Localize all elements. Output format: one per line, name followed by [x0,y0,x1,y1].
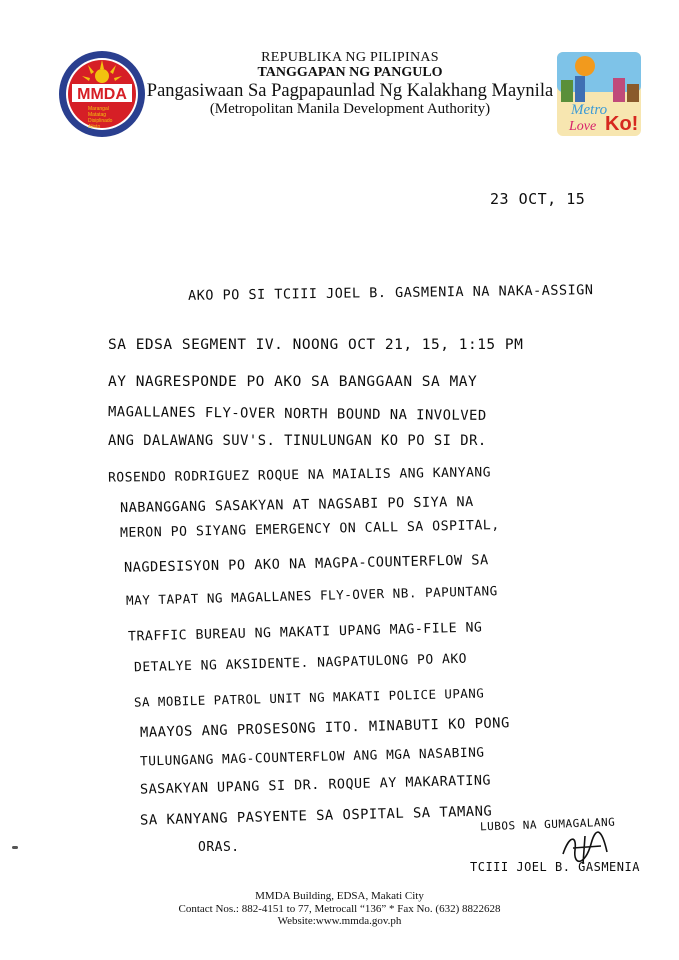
office-title: TANGGAPAN NG PANGULO [257,65,443,81]
scan-speck [12,846,18,849]
signatory-name: TCIII JOEL B. GASMENIA [470,860,640,874]
svg-text:Marangal: Marangal [88,106,109,112]
closing-phrase: LUBOS NA GUMAGALANG [479,815,616,834]
letter-line: MAY TAPAT NG MAGALLANES FLY-OVER NB. PAPUNTANG [125,583,498,608]
metro-love-ko-logo [555,50,643,138]
svg-text:Disiplinado: Disiplinado [88,118,113,124]
svg-text:Alisto: Alisto [88,124,101,130]
letter-line: ROSENDO RODRIGUEZ ROQUE NA MAIALIS ANG KANYANG [107,465,492,486]
svg-text:Matatag: Matatag [88,112,107,118]
letterhead [140,50,560,118]
logo-ko-text: Ko! [605,113,639,135]
republic-title: REPUBLIKA NG PILIPINAS [261,50,439,65]
logo-love-text: Love [569,119,597,134]
letter-line: MAGALLANES FLY-OVER NORTH BOUND NA INVOLVED [107,404,487,424]
letter-line: SASAKYAN UPANG SI DR. ROQUE AY MAKARATING [139,773,492,798]
letter-line: ORAS. [198,840,240,855]
letter-line: AKO PO SI TCIII JOEL B. GASMENIA NA NAKA-ASSIGN [187,282,594,304]
letter-line: SA MOBILE PATROL UNIT NG MAKATI POLICE UPANG [133,685,485,710]
letter-line: SA KANYANG PASYENTE SA OSPITAL SA TAMANG [139,803,493,829]
agency-name-filipino: Pangasiwaan Sa Pagpapaunlad Ng Kalakhang Maynila [146,80,554,101]
letter-line: MERON PO SIYANG EMERGENCY ON CALL SA OSPITAL, [119,518,500,541]
logo-metro-text: Metro [571,102,608,118]
letter-line: NAGDESISYON PO AKO NA MAGPA-COUNTERFLOW SA [123,552,489,576]
letter-line: SA EDSA SEGMENT IV. NOONG OCT 21, 15, 1:15 PM [108,337,524,353]
letter-line: TRAFFIC BUREAU NG MAKATI UPANG MAG-FILE NG [127,620,483,645]
letter-line: DETALYE NG AKSIDENTE. NAGPATULONG PO AKO [133,651,468,676]
letter-line: ANG DALAWANG SUV'S. TINULUNGAN KO PO SI DR. [108,433,487,449]
agency-name-english: (Metropolitan Manila Development Authority) [209,101,491,118]
mmda-logo-text: MMDA [77,86,127,103]
letter-line: AY NAGRESPONDE PO AKO SA BANGGAAN SA MAY [108,374,478,390]
footer-website: Website:www.mmda.gov.ph [277,915,402,928]
mmda-seal-logo [58,50,146,138]
letter-line: TULUNGANG MAG-COUNTERFLOW ANG MGA NASABING [139,745,485,770]
footer-address: MMDA Building, EDSA, Makati City [255,890,424,902]
letter-line: NABANGGANG SASAKYAN AT NAGSABI PO SIYA NA [119,493,474,517]
letter-date: 23 OCT, 15 [490,190,586,208]
letter-footer [0,890,679,928]
footer-contact: Contact Nos.: 882-4151 to 77, Metrocall “136” * Fax No. (632) 8822628 [178,902,501,915]
letter-line: MAAYOS ANG PROSESONG ITO. MINABUTI KO PONG [139,715,511,741]
